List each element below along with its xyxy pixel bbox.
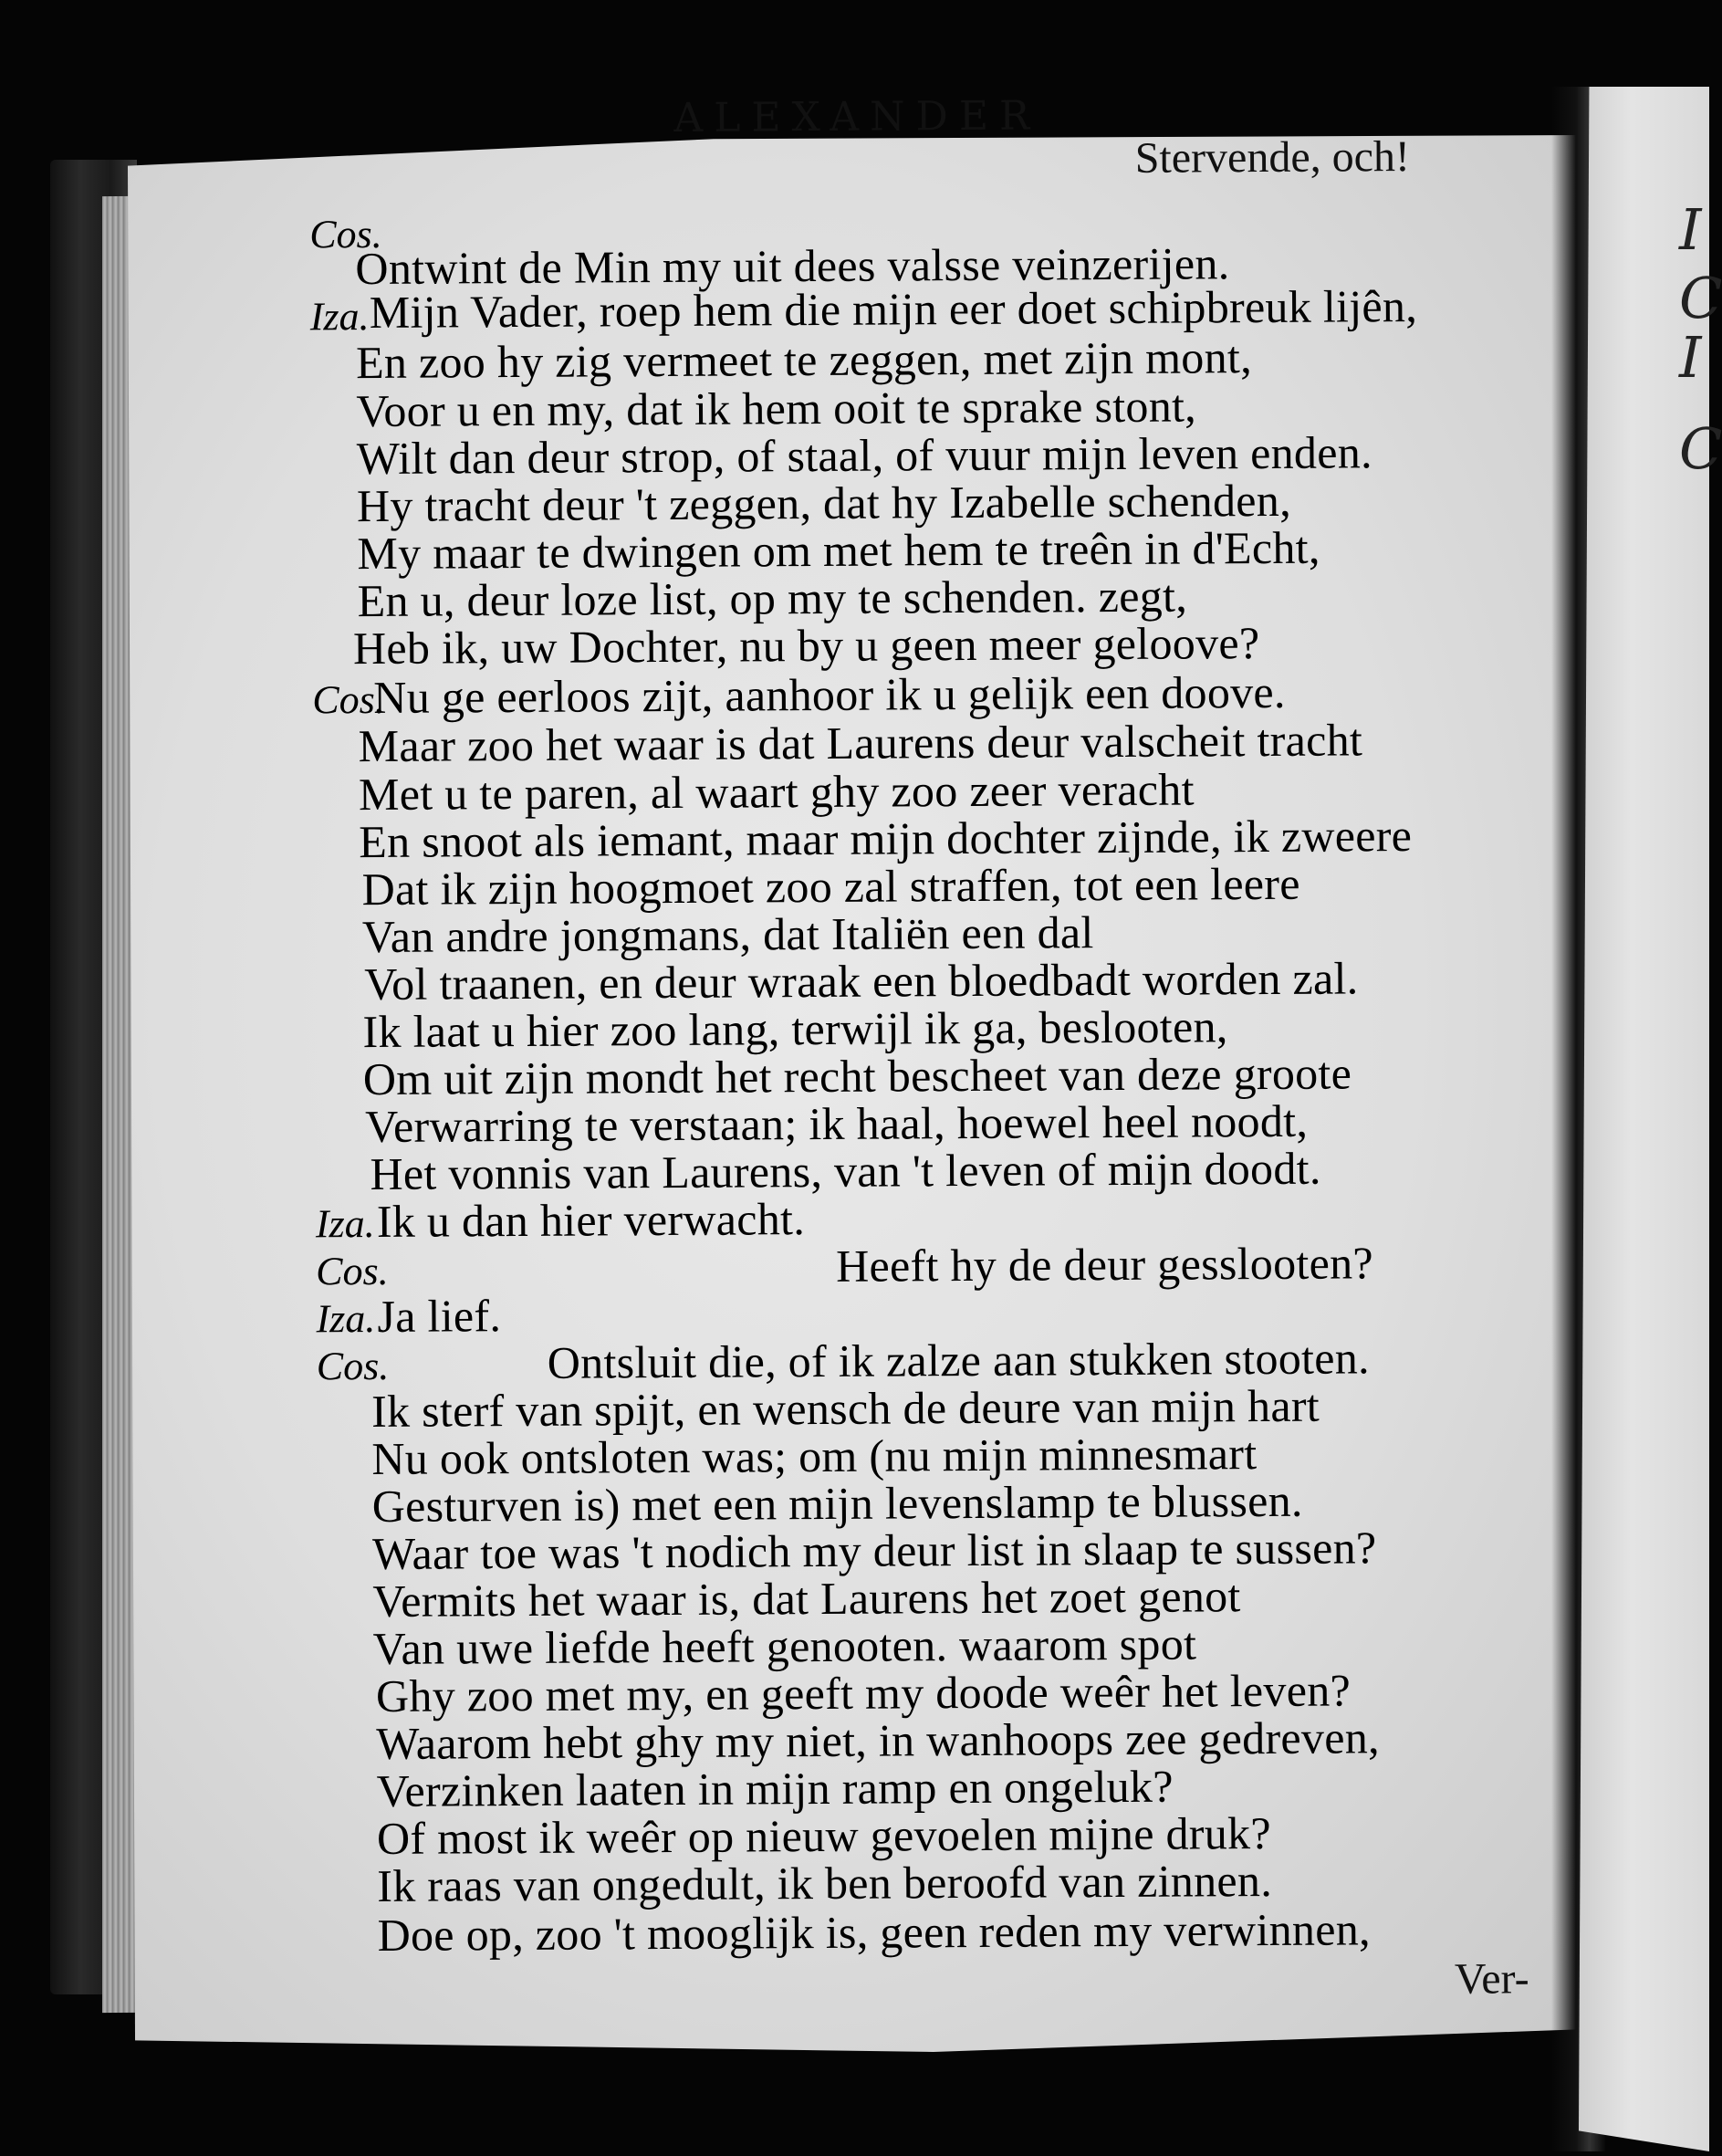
verse-line: Ontwint de Min my uit dees valsse veinzerijen.	[355, 237, 1230, 295]
verse-line: Voor u en my, dat ik hem ooit te sprake stont,	[356, 380, 1197, 437]
verse-line: Het vonnis van Laurens, van 't leven of mijn doodt.	[370, 1142, 1321, 1200]
verse-line: En zoo hy zig vermeet te zeggen, met zijn mont,	[355, 331, 1253, 389]
verse-line: En u, deur loze list, op my te schenden. zegt,	[357, 570, 1188, 627]
verse-line: Hy tracht deur 't zeggen, dat hy Izabelle schenden,	[356, 474, 1292, 532]
verse-line: Vermits het waar is, dat Laurens het zoet genot	[372, 1570, 1241, 1627]
running-head: ALEXANDER	[673, 92, 1041, 141]
verse-line: Ik laat u hier zoo lang, terwijl ik ga, beslooten,	[362, 1000, 1228, 1058]
verse-line: Van uwe liefde heeft genooten. waarom spot	[372, 1617, 1197, 1675]
verse-line: Ik u dan hier verwacht.	[376, 1193, 806, 1247]
verse-line: Ik sterf van spijt, en wensch de deure van mijn hart	[370, 1379, 1320, 1438]
verse-line: Nu ge eerloos zijt, aanhoor ik u gelijk een doove.	[373, 665, 1286, 723]
verse-line: Met u te paren, al waart ghy zoo zeer veracht	[358, 763, 1195, 821]
verse-line: Vol traanen, en deur wraak een bloedbadt worden zal.	[364, 952, 1359, 1010]
verse-line: Gesturven is) met een mijn levenslamp te blussen.	[371, 1474, 1303, 1533]
catchword: Ver-	[1454, 1954, 1529, 2004]
verse-line: En snoot als iemant, maar mijn dochter zijnde, ik zweere	[359, 810, 1413, 868]
verse-line: My maar te dwingen om met hem te treên in d'Echt,	[357, 521, 1320, 580]
speaker-label: Cos.	[309, 211, 382, 257]
speaker-label: Cos.	[316, 1343, 390, 1389]
facing-page-fragment: C	[1679, 415, 1722, 482]
facing-page-fragment: I	[1679, 196, 1702, 263]
speaker-label: Iza.	[315, 1200, 375, 1247]
top-catchline: Stervende, och!	[1134, 132, 1411, 183]
verse-line: Doe op, zoo 't mooglijk is, geen reden my verwinnen,	[377, 1903, 1372, 1961]
verse-line: Ghy zoo met my, en geeft my doode weêr het leven?	[375, 1664, 1352, 1722]
facing-page-fragment: C	[1679, 265, 1722, 331]
verse-line: Wilt dan deur strop, of staal, of vuur mijn leven enden.	[356, 426, 1373, 485]
verse-line: Of most ik weêr op nieuw gevoelen mijne druk?	[376, 1807, 1272, 1864]
speaker-label: Iza.	[316, 1295, 376, 1342]
verse-line: Van andre jongmans, dat Italiën een dal	[361, 906, 1094, 963]
verse-line: Nu ook ontsloten was; om (nu mijn minnesmart	[371, 1428, 1258, 1485]
verse-line: Verzinken laaten in mijn ramp en ongeluk?	[376, 1760, 1174, 1816]
verse-line: Maar zoo het waar is dat Laurens deur valscheit tracht	[358, 714, 1363, 772]
verse-line: Mijn Vader, roep hem die mijn eer doet schipbreuk lijên,	[369, 279, 1418, 339]
speaker-label: Cos.	[316, 1248, 389, 1294]
speaker-label: Iza.	[309, 294, 370, 340]
verse-line: Om uit zijn mondt het recht bescheet van deze groote	[362, 1047, 1352, 1105]
speaker-label: Cos.	[312, 676, 385, 723]
verse-line: Waarom hebt ghy my niet, in wanhoops zee gedreven,	[376, 1711, 1381, 1769]
verse-line: Dat ik zijn hoogmoet zoo zal straffen, tot een leere	[361, 857, 1300, 916]
verse-line: Waar toe was 't nodich my deur list in slaap te sussen?	[371, 1522, 1377, 1580]
verse-line: Heeft hy de deur gesslooten?	[835, 1237, 1374, 1292]
verse-line: Heb ik, uw Dochter, nu by u geen meer geloove?	[352, 617, 1260, 675]
verse-line: Ja lief.	[377, 1290, 502, 1342]
facing-page-fragment: I	[1679, 324, 1702, 391]
verse-line: Verwarring te verstaan; ik haal, hoewel heel noodt,	[365, 1094, 1309, 1153]
verse-line: Ik raas van ongedult, ik ben beroofd van zinnen.	[377, 1854, 1273, 1911]
verse-line: Ontsluit die, of ik zalze aan stukken stooten.	[547, 1332, 1371, 1388]
